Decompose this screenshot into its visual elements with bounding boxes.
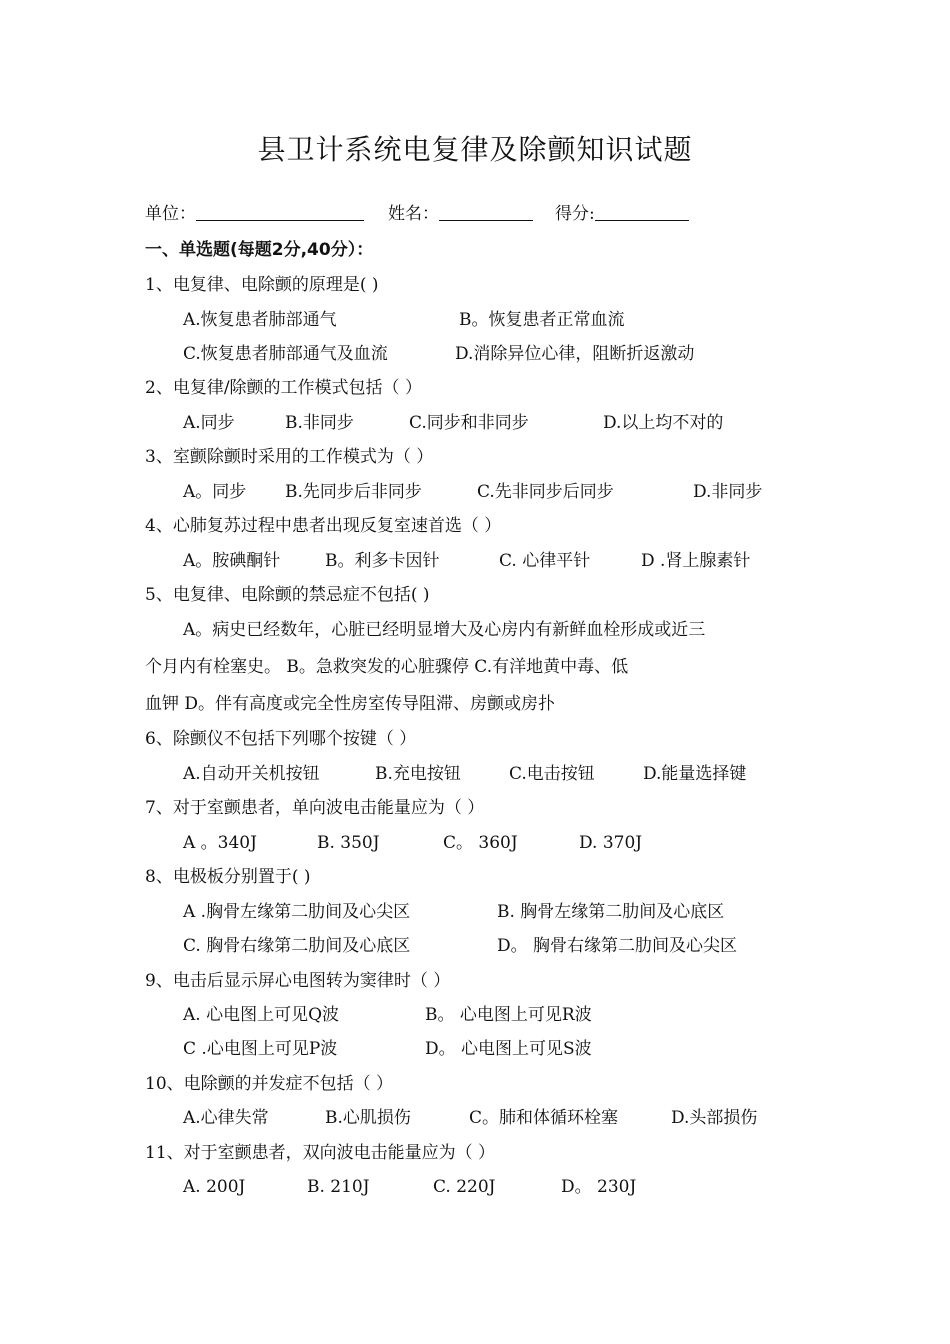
- option-d: D。 230J: [561, 1177, 637, 1197]
- question-stem: 3、室颤除颤时采用的工作模式为（ ）: [145, 447, 434, 467]
- question-stem: 10、电除颤的并发症不包括（ ）: [145, 1074, 394, 1094]
- option-c: C. 220J: [433, 1177, 496, 1197]
- header-info: [145, 199, 689, 224]
- option-b: B.先同步后非同步: [285, 482, 422, 502]
- option-a: A 。340J: [183, 833, 257, 853]
- question-stem: 6、除颤仪不包括下列哪个按键（ ）: [145, 729, 417, 749]
- score-label: 得分:: [555, 204, 595, 224]
- option-b: B.非同步: [285, 413, 354, 433]
- option-d: D.以上均不对的: [603, 413, 724, 433]
- option-c: C. 胸骨右缘第二肋间及心底区: [183, 936, 411, 956]
- option-c: C。肺和体循环栓塞: [469, 1108, 619, 1128]
- name-blank: [439, 204, 533, 221]
- option-c: C。 360J: [443, 833, 518, 853]
- option-a: A .胸骨左缘第二肋间及心尖区: [183, 902, 411, 922]
- name-label: 姓名：: [388, 204, 439, 224]
- unit-label: 单位：: [145, 204, 196, 224]
- option-d: D.消除异位心律，阻断折返激动: [455, 344, 695, 364]
- option-d: D. 370J: [579, 833, 643, 853]
- option-d: D。 胸骨右缘第二肋间及心尖区: [497, 936, 738, 956]
- option-a: A.同步: [183, 413, 235, 433]
- section-heading: 一、单选题(每题2分,40分）：: [145, 240, 374, 260]
- option-row: [183, 759, 746, 784]
- option-row: [183, 408, 723, 433]
- question-stem: 2、电复律/除颤的工作模式包括（ ）: [145, 378, 422, 398]
- question-stem: 7、对于室颤患者，单向波电击能量应为（ ）: [145, 798, 485, 818]
- option-row: [183, 931, 737, 956]
- option-b: B. 350J: [317, 833, 380, 853]
- paragraph-line: A。病史已经数年，心脏已经明显增大及心房内有新鲜血栓形成或近三: [183, 620, 706, 640]
- question-stem: 11、对于室颤患者，双向波电击能量应为（ ）: [145, 1143, 496, 1163]
- option-c: C. 心律平针: [499, 551, 591, 571]
- option-a: A. 心电图上可见Q波: [183, 1005, 340, 1025]
- option-c: C.电击按钮: [509, 764, 595, 784]
- option-a: A。胺碘酮针: [183, 551, 281, 571]
- option-c: C.先非同步后同步: [477, 482, 614, 502]
- option-c: C.恢复患者肺部通气及血流: [183, 344, 388, 364]
- option-row: [183, 1000, 592, 1025]
- question-stem: 8、电极板分别置于( ): [145, 867, 311, 887]
- option-a: A.恢复患者肺部通气: [183, 310, 337, 330]
- option-row: [183, 477, 762, 502]
- option-b: B. 胸骨左缘第二肋间及心底区: [497, 902, 725, 922]
- option-b: B.充电按钮: [375, 764, 461, 784]
- option-row: [183, 897, 724, 922]
- paragraph-line: 个月内有栓塞史。 B。急救突发的心脏骤停 C.有洋地黄中毒、低: [145, 657, 629, 677]
- option-a: A。同步: [183, 482, 247, 502]
- question-stem: 4、心肺复苏过程中患者出现反复室速首选（ ）: [145, 516, 502, 536]
- page-title: 县卫计系统电复律及除颤知识试题: [257, 133, 693, 166]
- option-row: [183, 305, 625, 330]
- question-stem: 9、电击后显示屏心电图转为窦律时（ ）: [145, 971, 451, 991]
- question-stem: 1、电复律、电除颤的原理是( ): [145, 275, 379, 295]
- option-a: A.心律失常: [183, 1108, 269, 1128]
- option-a: A. 200J: [183, 1177, 246, 1197]
- option-row: [183, 1034, 592, 1059]
- option-a: A.自动开关机按钮: [183, 764, 320, 784]
- unit-blank: [196, 204, 364, 221]
- option-b: B。利多卡因针: [325, 551, 440, 571]
- option-b: B。 心电图上可见R波: [425, 1005, 592, 1025]
- option-row: [183, 546, 750, 571]
- question-stem: 5、电复律、电除颤的禁忌症不包括( ): [145, 585, 430, 605]
- option-row: [183, 1103, 757, 1128]
- paragraph-line: 血钾 D。伴有高度或完全性房室传导阻滞、房颤或房扑: [145, 694, 556, 714]
- option-c: C.同步和非同步: [409, 413, 529, 433]
- option-d: D。 心电图上可见S波: [425, 1039, 592, 1059]
- option-b: B.心肌损伤: [325, 1108, 411, 1128]
- option-d: D.非同步: [693, 482, 763, 502]
- option-d: D .肾上腺素针: [641, 551, 751, 571]
- option-row: [183, 339, 694, 364]
- option-b: B。恢复患者正常血流: [459, 310, 625, 330]
- option-c: C .心电图上可见P波: [183, 1039, 338, 1059]
- score-blank: [595, 204, 689, 221]
- option-row: [183, 1172, 636, 1197]
- option-row: [183, 828, 642, 853]
- option-b: B. 210J: [307, 1177, 370, 1197]
- option-d: D.能量选择键: [643, 764, 747, 784]
- option-d: D.头部损伤: [671, 1108, 758, 1128]
